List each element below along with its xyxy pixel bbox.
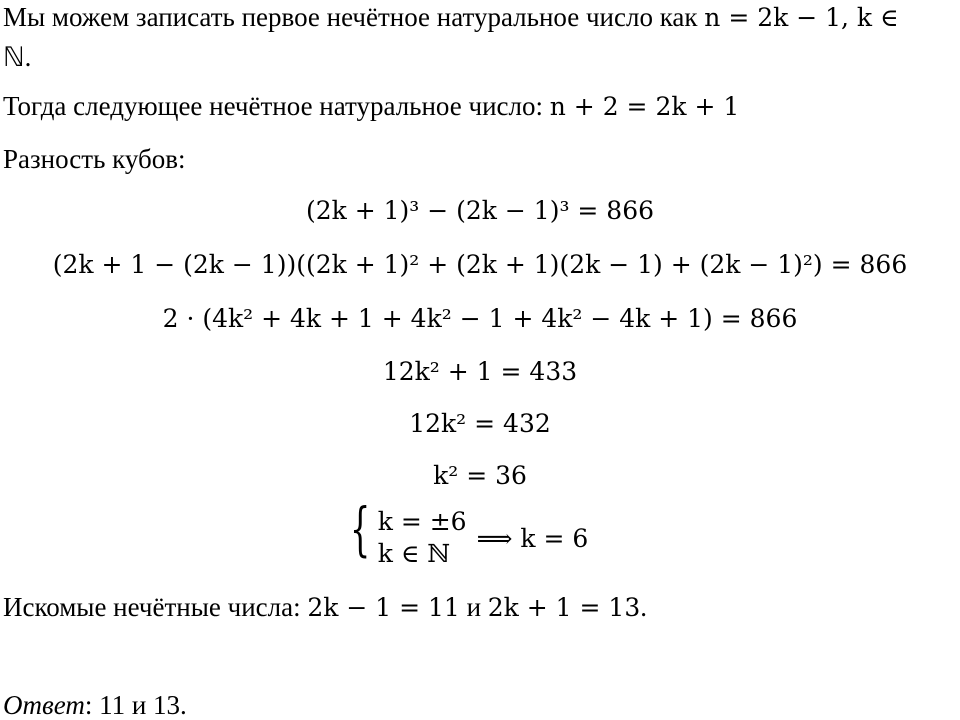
conclusion-formula-2: 2k + 1 = 13 bbox=[487, 593, 641, 622]
system-block bbox=[349, 495, 467, 570]
conclusion-line bbox=[3, 594, 647, 621]
equation-5: 12k² = 432 bbox=[409, 409, 551, 438]
system-row-2: k ∈ ℕ bbox=[377, 539, 451, 568]
conclusion-formula-1: 2k − 1 = 11 bbox=[307, 593, 460, 622]
equation-system bbox=[0, 495, 960, 570]
conclusion-and: и bbox=[459, 592, 488, 622]
next-odd-line bbox=[3, 93, 739, 120]
intro-line-continued: ℕ. bbox=[3, 42, 32, 72]
answer-value: : 11 и 13. bbox=[84, 690, 187, 720]
answer-line bbox=[3, 692, 187, 719]
intro-text: Мы можем записать первое нечётное натуральное число как bbox=[3, 2, 705, 32]
conclusion-period: . bbox=[640, 592, 647, 622]
answer-label: Ответ bbox=[3, 690, 85, 720]
next-odd-text: Тогда следующее нечётное натуральное число: bbox=[3, 91, 550, 121]
equation-4: 12k² + 1 = 433 bbox=[382, 357, 578, 386]
system-row-1: k = ±6 bbox=[377, 507, 467, 536]
next-odd-formula: n + 2 = 2k + 1 bbox=[549, 92, 740, 121]
conclusion-text: Искомые нечётные числа: bbox=[3, 592, 308, 622]
intro-formula: n = 2k − 1, k ∈ bbox=[704, 3, 899, 32]
equation-1: (2k + 1)³ − (2k − 1)³ = 866 bbox=[305, 196, 655, 225]
system-result: ⟹ k = 6 bbox=[476, 523, 589, 553]
equation-6: k² = 36 bbox=[433, 461, 527, 490]
equation-3: 2 · (4k² + 4k + 1 + 4k² − 1 + 4k² − 4k + 1) = 866 bbox=[162, 304, 798, 333]
difference-heading: Разность кубов: bbox=[3, 144, 186, 174]
intro-line bbox=[3, 4, 899, 31]
curly-brace: { bbox=[349, 495, 371, 563]
equation-2: (2k + 1 − (2k − 1))((2k + 1)² + (2k + 1)(2k − 1) + (2k − 1)²) = 866 bbox=[52, 250, 908, 279]
